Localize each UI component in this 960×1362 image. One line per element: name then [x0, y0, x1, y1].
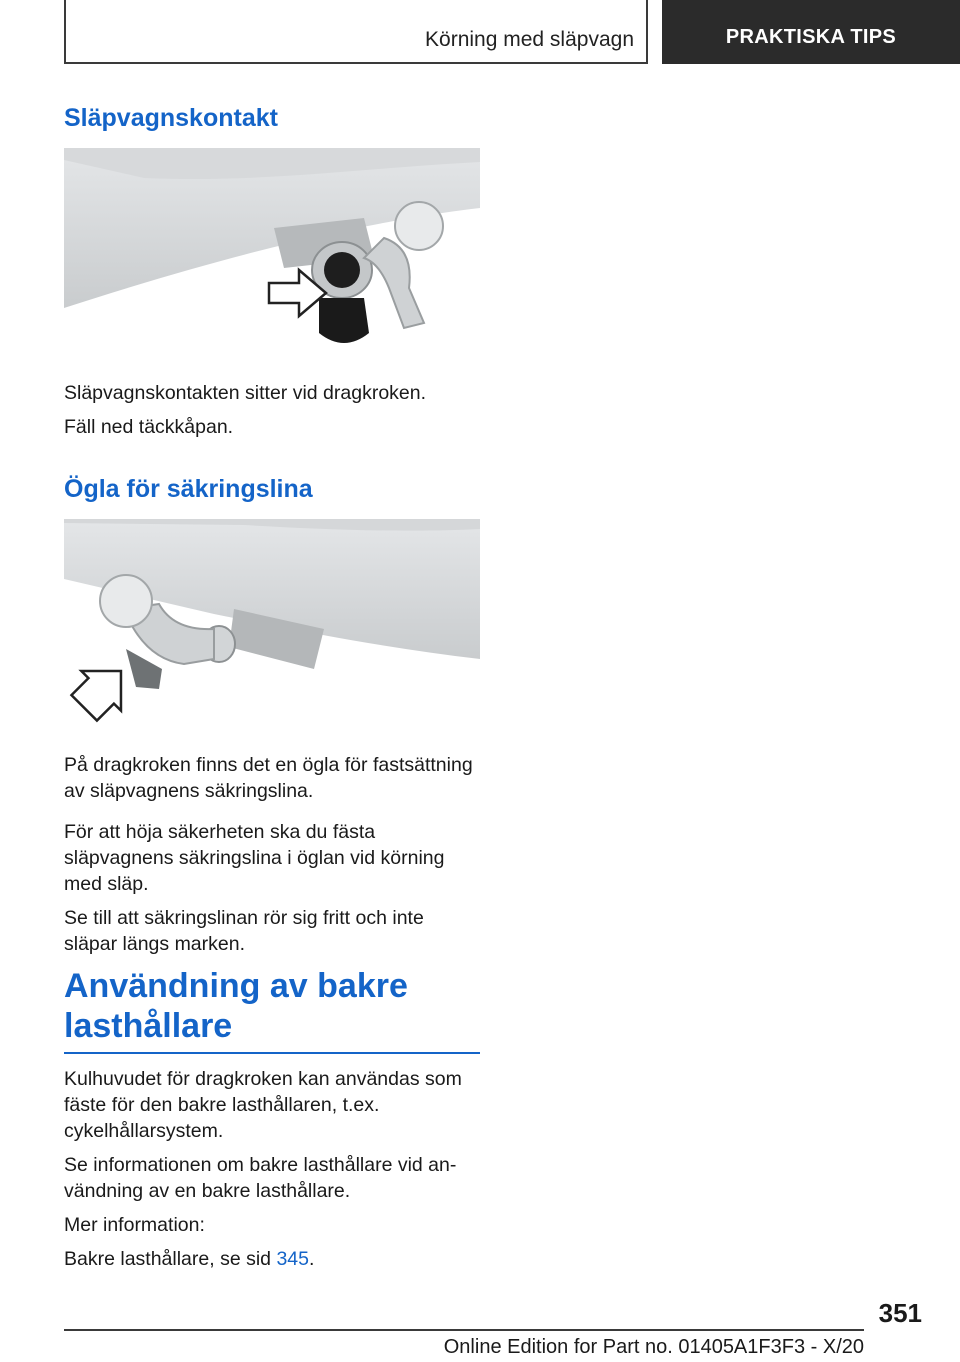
figure-safety-eye — [64, 519, 480, 729]
chapter-rear-carrier — [64, 966, 480, 1054]
paragraph: Kulhuvudet för dragkroken kan användas som fäste för den bakre lasthållaren, t.ex. cykelhållarsystem. — [64, 1068, 462, 1142]
chapter-title: Användning av bakre lasthållare — [64, 967, 408, 1045]
header-section-label: Körning med släpvagn — [425, 28, 634, 51]
section-trailer-socket — [64, 104, 480, 133]
section-rear-carrier-text — [64, 1066, 480, 1272]
trailer-socket-illustration — [64, 148, 480, 356]
figure-trailer-socket — [64, 148, 480, 356]
page-number: 351 — [878, 1298, 922, 1328]
footer-edition-text: Online Edition for Part no. 01405A1F3F3 - X/20 — [443, 1336, 864, 1358]
section-safety-eye-text — [64, 752, 480, 957]
section-title: Ögla för säkringslina — [64, 475, 313, 503]
paragraph: Se informationen om bakre lasthållare vid användning av en bakre lasthållare. — [64, 1154, 457, 1202]
page-reference-link[interactable]: 345 — [276, 1248, 309, 1270]
reference-prefix: Bakre lasthållare, se sid — [64, 1248, 277, 1270]
paragraph: Släpvagnskontakten sitter vid dragkroken. — [64, 382, 427, 404]
footer-rule — [64, 1329, 864, 1331]
section-trailer-socket-text — [64, 380, 480, 440]
section-safety-eye — [64, 475, 480, 504]
safety-eye-illustration — [64, 519, 480, 729]
reference-line — [64, 1246, 480, 1272]
paragraph: Se till att säkringslinan rör sig fritt och inte släpar längs marken. — [64, 907, 424, 955]
header-chapter-tab[interactable]: PRAKTISKA TIPS — [662, 0, 960, 64]
paragraph: Mer information: — [64, 1214, 205, 1236]
paragraph: Fäll ned täckkåpan. — [64, 416, 234, 438]
reference-suffix: . — [308, 1248, 315, 1270]
paragraph: För att höja säkerheten ska du fästa släpvagnens säkringslina i öglan vid körning med släp. — [64, 821, 445, 895]
chapter-title-rule — [64, 1052, 480, 1054]
paragraph: På dragkroken finns det en ögla för fastsättning av släpvagnens säkringslina. — [64, 754, 473, 802]
section-title: Släpvagnskontakt — [64, 104, 278, 132]
